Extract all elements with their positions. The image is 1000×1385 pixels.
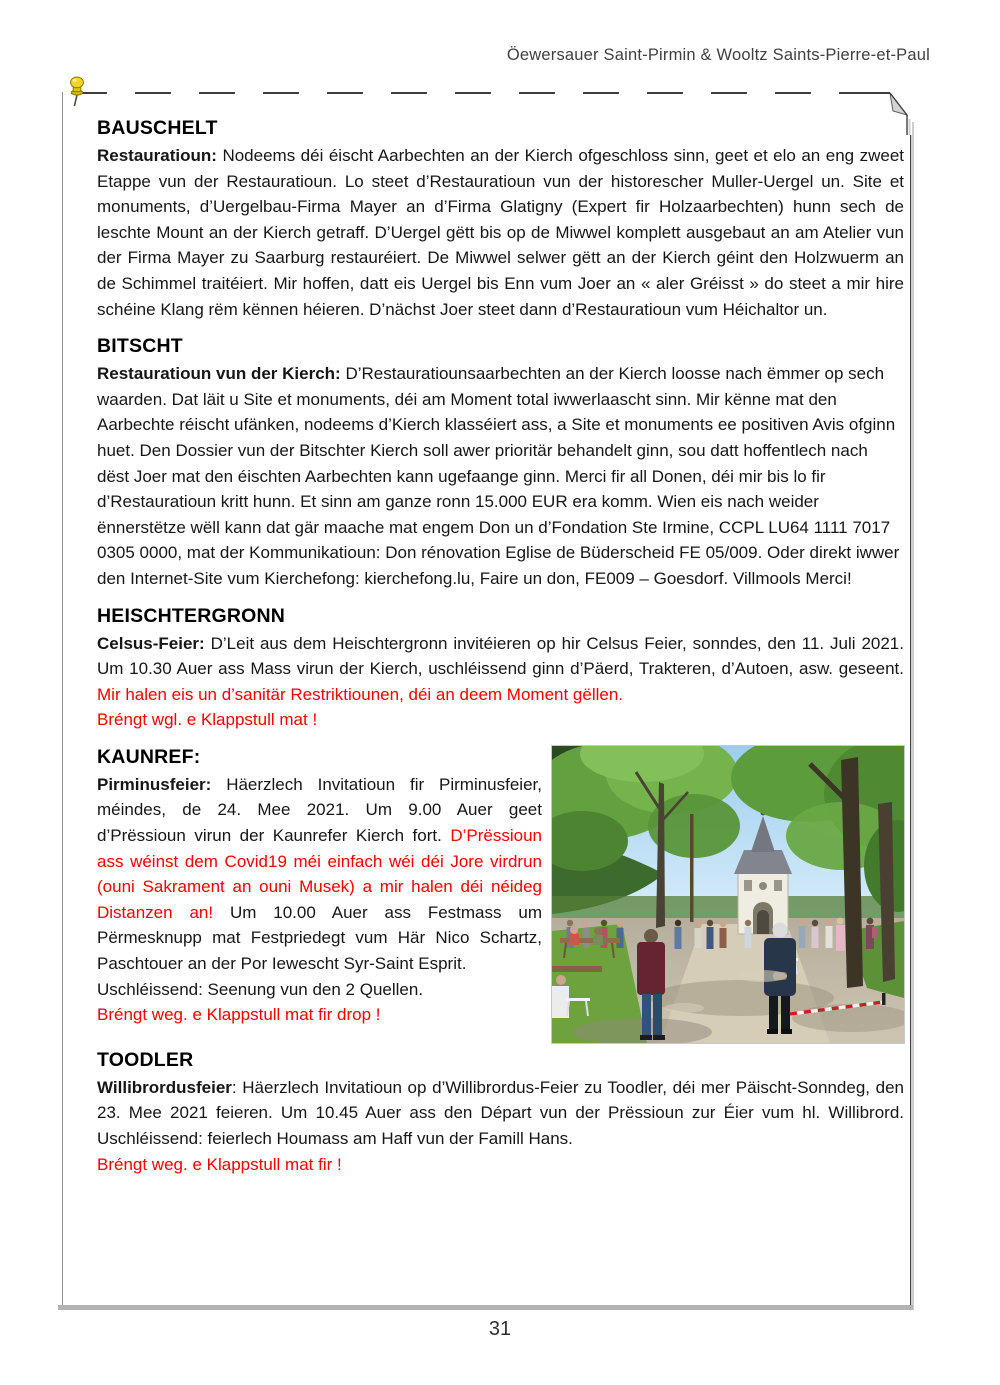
text-run: Willibrordusfeier [97, 1077, 232, 1097]
text-run: Celsus-Feier: [97, 633, 211, 653]
text-run: Bréngt weg. e Klappstull mat fir drop ! [97, 1005, 381, 1025]
pushpin-icon [66, 76, 88, 108]
text-run: Restauratioun: [97, 146, 223, 165]
text-run: Bréngt wgl. e Klappstull mat ! [97, 710, 318, 730]
text-run: : Häerzlech Invitatioun op d’Willibrordus-Feier zu Toodler, déi mer Päischt-Sonndeg, den 23. Mee 2021 feieren. Um 10.45 Auer ass den Départ vun der Prëssioun zur Éier vum hl. Willibrord. Uschléissend: feierlech Houmass am Haff vun der Famill Hans. [97, 1077, 904, 1149]
section-body-kaunref [97, 772, 904, 1028]
section-body-heischtergronn [97, 631, 904, 733]
text-run: Nodeems déi éischt Aarbechten an der Kierch ofgeschloss sinn, geet et elo an eng zweet Etappe vun der Restauratioun. Lo steet d’Restauratioun vun der historescher Muller-Uergel un. Site et monuments, d’Uergelbau-Firma Mayer an d’Firma Glatigny (Expert fir Holzaarbechten) hunn sech de leschte Mount an der Kierch getraff. D’Uergel gëtt bis op de Miwwel komplett ausgebaut an am Atelier vun der Firma Mayer zu Saarburg restauréiert. De Miwwel selwer gëtt an der Kierch géint den Holzwuerm an de Schimmel traitéiert. Mir hoffen, datt eis Uergel bis Enn vum Joer an « aler Gréisst » do steet a mir hire schéine Klang rëm kënnen héieren. D’nächst Joer steet dann d’Restauratioun vum Héichaltor un. [97, 146, 904, 319]
note-box [62, 92, 911, 1305]
text-run: D’Leit aus dem Heischtergronn invitéieren op hir Celsus Feier, sonndes, den 11. Juli 2021. Um 10.30 Auer ass Mass virun der Kierch, uschléissend ginn d’Päerd, Trakteren, d’Autoen, asw. geseent. [97, 633, 904, 679]
text-run: Uschléissend: Seenung vun den 2 Quellen. [97, 979, 424, 999]
kaunref-photo-illustration [552, 746, 904, 1043]
text-run: Restauratioun vun der Kierch: [97, 364, 346, 384]
text-run: Um 10.00 Auer ass Festmass um Përmesknupp mat Festpriedegt vum Här Nico Schartz, Paschtouer an der Por Iewescht Syr-Saint Esprit. [97, 902, 542, 974]
section-heading-bitscht: BITSCHT [97, 335, 183, 358]
text-run: Bréngt weg. e Klappstull mat fir ! [97, 1154, 342, 1174]
page-header: Öewersauer Saint-Pirmin & Wooltz Saints-Pierre-et-Paul [506, 46, 930, 64]
folded-page-corner-icon [870, 89, 912, 135]
section-heading-toodler: TOODLER [97, 1048, 194, 1071]
text-run: Pirminusfeier: [97, 774, 227, 794]
section-body-kaunref-text [97, 775, 542, 1024]
section-heading-kaunref: KAUNREF: [97, 745, 201, 768]
page-number: 31 [488, 1318, 512, 1340]
box-shadow-right [911, 122, 914, 1310]
text-run: D’Prëssioun ass wéinst dem Covid19 méi einfach wéi déi Jore virdrun (ouni Sakrament an ouni Musek) a mir halen déi néideg Distanzen an! [97, 826, 542, 922]
text-run: Häerzlech Invitatioun fir Pirminusfeier, méindes, de 24. Mee 2021. Um 9.00 Auer geet d’Prëssioun virun der Kaunrefer Kierch fort. [97, 774, 542, 846]
section-body-toodler [97, 1075, 904, 1177]
section-heading-bauschelt: BAUSCHELT [97, 117, 218, 139]
text-run: D’Restauratiounsaarbechten an der Kierch loosse nach ëmmer op sech waarden. Dat läit u Site et monuments, déi am Moment total iwwerlaascht sinn. Mir kënne mat den Aarbechte réischt ufänken, nodeems d’Kierch klasséiert ass, a Site et monuments ee positiven Avis ofginn huet. Den Dossier vun der Bitschter Kierch soll awer prioritär behandelt ginn, sou datt hoffentlech nach dëst Joer mat den éischten Aarbechten kann ugefaange ginn. Merci fir all Donen, déi mir bis lo fir d’Restauratioun kritt hunn. Et sinn am ganze ronn 15.000 EUR era komm. Wien eis nach weider ënnerstëtze wëll kann dat gär maache mat engem Don un d’Fondation Ste Irmine, CCPL LU64 1111 7017 0305 0000, mat der Kommunikatioun: Don rénovation Eglise de Büderscheid FE 05/009. Oder direkt iwwer den Internet-Site vum Kierchefong: kierchefong.lu, Faire un don, FE009 – Goesdorf. Villmools Merci! [97, 364, 900, 588]
section-body-bauschelt [97, 143, 904, 322]
section-body-bitscht [97, 361, 904, 591]
section-heading-heischtergronn: HEISCHTERGRONN [97, 604, 286, 627]
text-run: Mir halen eis un d’sanitär Restriktiounen, déi an deem Moment gëllen. [97, 684, 624, 704]
kaunref-photo [552, 746, 904, 1043]
